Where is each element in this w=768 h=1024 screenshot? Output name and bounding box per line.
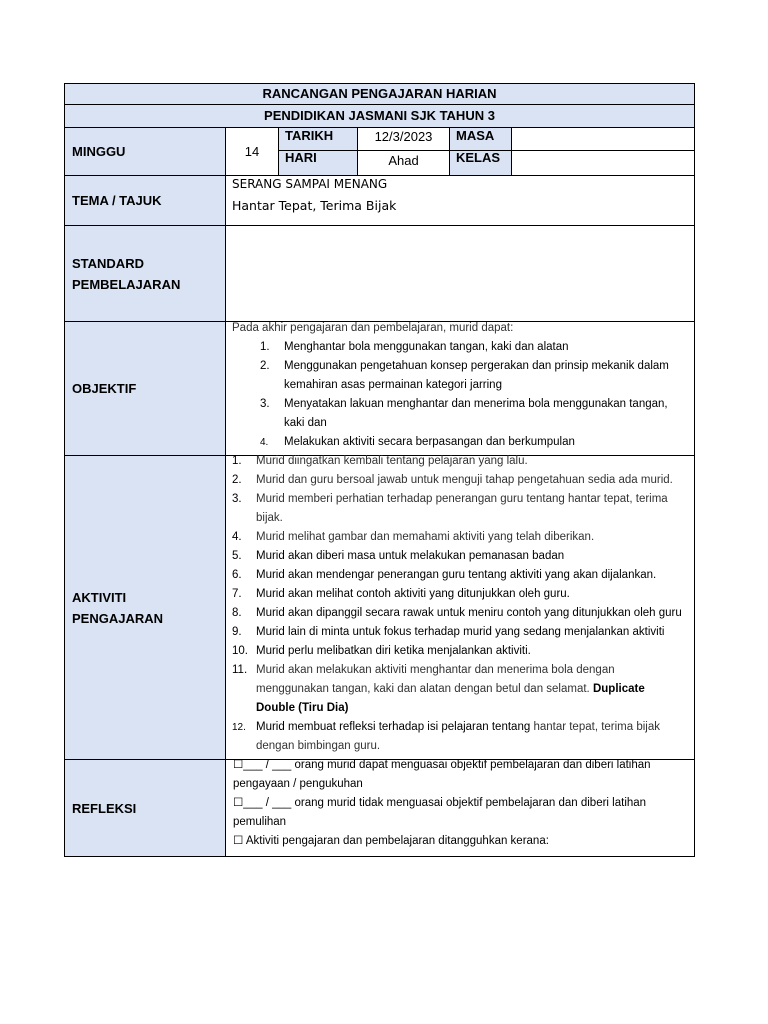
list-item: 6. Murid akan mendengar penerangan guru tentang aktiviti yang akan dijalankan. <box>232 569 657 581</box>
aktiviti-label-line2: PENGAJARAN <box>72 610 164 626</box>
minggu-label: MINGGU <box>64 127 226 176</box>
hari-value: Ahad <box>357 150 450 176</box>
list-item: 9. Murid lain di minta untuk fokus terhadap murid yang sedang menjalankan aktiviti <box>232 626 665 638</box>
list-item: 1. Murid diingatkan kembali tentang pelajaran yang lalu. <box>232 455 528 467</box>
objektif-list <box>254 338 694 452</box>
aktiviti-label-line1: AKTIVITI <box>72 589 127 605</box>
refleksi-content <box>225 759 695 857</box>
refleksi-line3: ☐___ / ___ orang murid tidak menguasai objektif pembelajaran dan diberi latihan <box>233 797 647 809</box>
aktiviti-content <box>225 455 695 760</box>
masa-value <box>511 127 695 151</box>
minggu-value: 14 <box>225 127 279 176</box>
list-item: 1. Menghantar bola menggunakan tangan, kaki dan alatan <box>260 341 569 353</box>
list-item: 10. Murid perlu melibatkan diri ketika menjalankan aktiviti. <box>232 645 531 657</box>
kelas-label: KELAS <box>449 150 512 176</box>
list-item: 7. Murid akan melihat contoh aktiviti yang ditunjukkan oleh guru. <box>232 588 570 600</box>
refleksi-line1: ☐___ / ___ orang murid dapat menguasai objektif pembelajaran dan diberi latihan <box>233 759 651 771</box>
list-item: 4. Murid melihat gambar dan memahami aktiviti yang telah diberikan. <box>232 531 595 543</box>
objektif-intro: Pada akhir pengajaran dan pembelajaran, murid dapat: <box>232 322 514 334</box>
refleksi-line2: pengayaan / pengukuhan <box>233 778 363 790</box>
list-item: 2. Menggunakan pengetahuan konsep pergerakan dan prinsip mekanik dalam kemahiran asas permainan kategori jarring <box>260 360 669 391</box>
refleksi-line4: pemulihan <box>233 816 287 828</box>
list-item: 3. Murid memberi perhatian terhadap penerangan guru tentang hantar tepat, terima bijak. <box>232 493 668 524</box>
standard-label <box>64 225 226 322</box>
tarikh-value: 12/3/2023 <box>357 127 450 151</box>
standard-label-line1: STANDARD <box>72 255 144 271</box>
list-item: 12. Murid membuat refleksi terhadap isi pelajaran tentang hantar tepat, terima bijak dengan bimbingan guru. <box>232 721 661 752</box>
plan-title: RANCANGAN PENGAJARAN HARIAN <box>64 83 695 105</box>
list-item: 2. Murid dan guru bersoal jawab untuk menguji tahap pengetahuan sedia ada murid. <box>232 474 673 486</box>
aktiviti-label <box>64 455 226 760</box>
kelas-value <box>511 150 695 176</box>
tema-content <box>225 175 695 226</box>
list-item: 5. Murid akan diberi masa untuk melakukan pemanasan badan <box>232 550 565 562</box>
plan-subtitle: PENDIDIKAN JASMANI SJK TAHUN 3 <box>64 104 695 128</box>
tema-label: TEMA / TAJUK <box>64 175 226 226</box>
refleksi-label: REFLEKSI <box>64 759 226 857</box>
standard-label-line2: PEMBELAJARAN <box>72 276 181 292</box>
objektif-content <box>225 321 695 456</box>
refleksi-line5: ☐ Aktiviti pengajaran dan pembelajaran ditangguhkan kerana: <box>233 835 549 847</box>
list-item: 3. Menyatakan lakuan menghantar dan menerima bola menggunakan tangan, kaki dan <box>260 398 668 429</box>
list-item: 11. Murid akan melakukan aktiviti menghantar dan menerima bola dengan menggunakan tangan, kaki dan alatan dengan betul dan selamat. Duplicate Double (Tiru Dia) <box>232 664 645 714</box>
tema-subtitle: Hantar Tepat, Terima Bijak <box>232 198 397 213</box>
tarikh-label: TARIKH <box>278 127 358 151</box>
list-item: 4. Melakukan aktiviti secara berpasangan dan berkumpulan <box>260 436 575 448</box>
masa-label: MASA <box>449 127 512 151</box>
list-item: 8. Murid akan dipanggil secara rawak untuk meniru contoh yang ditunjukkan oleh guru <box>232 607 682 619</box>
aktiviti-list <box>226 452 694 756</box>
hari-label: HARI <box>278 150 358 176</box>
objektif-label: OBJEKTIF <box>64 321 226 456</box>
standard-content <box>225 225 695 322</box>
tema-title: SERANG SAMPAI MENANG <box>232 177 388 191</box>
